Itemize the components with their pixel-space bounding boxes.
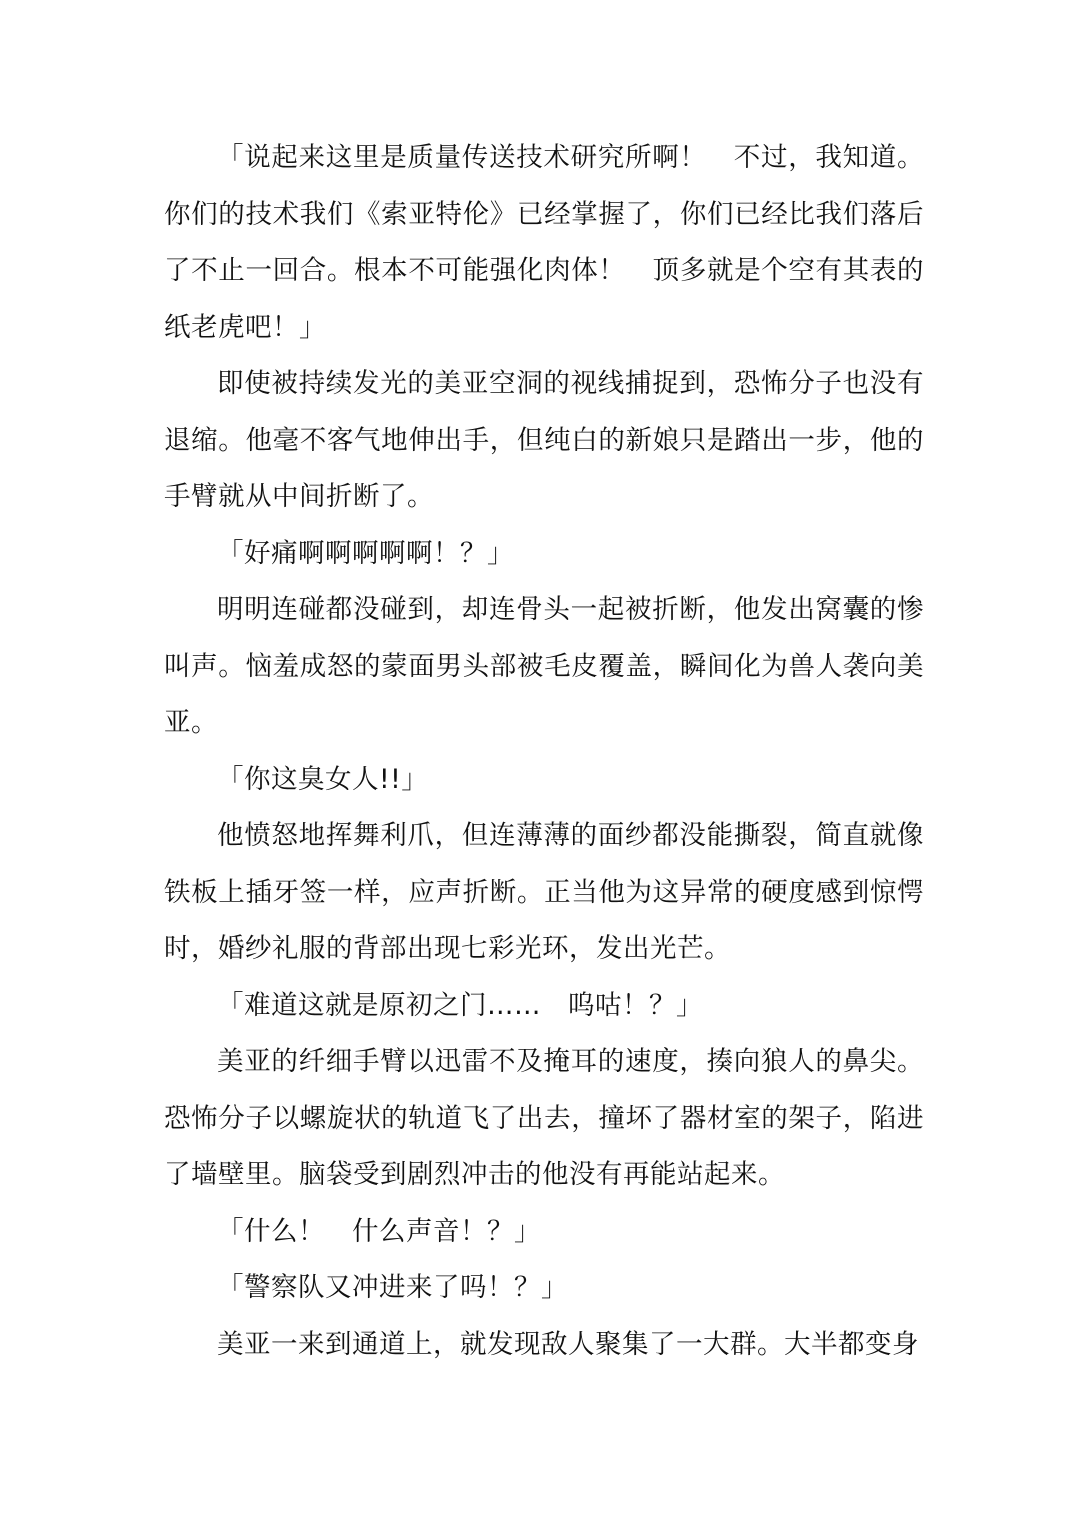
paragraph: 「难道这就是原初之门…… 呜咕！？」 (217, 989, 703, 1021)
paragraph: 「警察队又冲进来了吗！？」 (217, 1272, 568, 1303)
body-text (164, 130, 924, 1373)
paragraph: 他愤怒地挥舞利爪，但连薄薄的面纱都没能撕裂，简直就像铁板上插牙签一样，应声折断。正当他为这异常的硬度感到惊愕时，婚纱礼服的背部出现七彩光环，发出光芒。 (164, 820, 924, 964)
paragraph: 明明连碰都没碰到，却连骨头一起被折断，他发出窝囊的惨叫声。恼羞成怒的蒙面男头部被毛皮覆盖，瞬间化为兽人袭向美亚。 (164, 594, 924, 738)
paragraph: 「你这臭女人!!」 (217, 763, 429, 795)
paragraph: 美亚的纤细手臂以迅雷不及掩耳的速度，揍向狼人的鼻尖。恐怖分子以螺旋状的轨道飞了出去，撞坏了器材室的架子，陷进了墙壁里。脑袋受到剧烈冲击的他没有再能站起来。 (164, 1046, 924, 1190)
paragraph: 美亚一来到通道上，就发现敌人聚集了一大群。大半都变身 (217, 1328, 919, 1360)
paragraph: 「好痛啊啊啊啊啊！？」 (217, 537, 514, 569)
paragraph: 即使被持续发光的美亚空洞的视线捕捉到，恐怖分子也没有退缩。他毫不客气地伸出手，但纯白的新娘只是踏出一步，他的手臂就从中间折断了。 (164, 368, 924, 512)
paragraph: 「说起来这里是质量传送技术研究所啊！ 不过，我知道。你们的技术我们《索亚特伦》已经掌握了，你们已经比我们落后了不止一回合。根本不可能强化肉体！ 顶多就是个空有其表的纸老虎吧！」 (164, 142, 924, 343)
paragraph: 「什么！ 什么声音！？」 (217, 1215, 541, 1247)
